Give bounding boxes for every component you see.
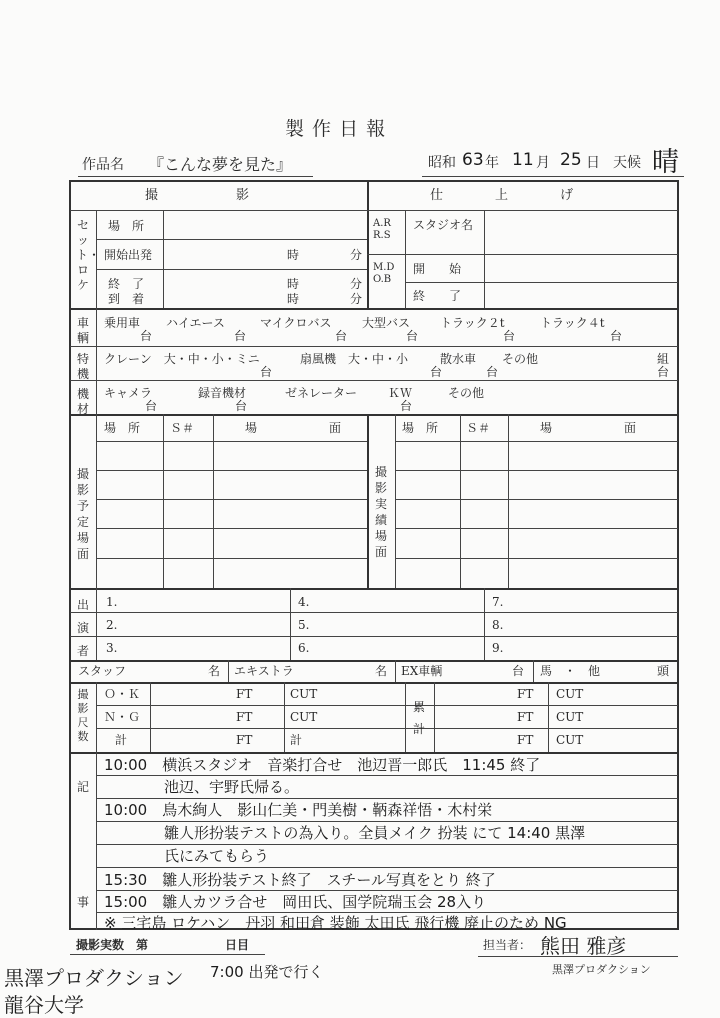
work-title: 『こんな夢を見た』 — [148, 155, 293, 174]
showa-label: 昭和 — [428, 155, 456, 171]
note-line-4: 雛人形扮装テストの為入り。全員メイク 扮装 にて 14:40 黒澤 — [104, 824, 586, 842]
departure-minute: 分 — [350, 248, 363, 262]
cast-6: 6. — [298, 641, 310, 655]
ex-car-unit: 台 — [512, 664, 525, 678]
cast-label: 出演者 — [76, 598, 89, 658]
ok-ft: FT — [236, 687, 253, 701]
end-hour: 時 — [287, 277, 300, 291]
film-label: 撮影尺数 — [77, 688, 89, 743]
note-line-6: 15:30 雛人形扮装テスト終了 スチール写真をとり 終了 — [104, 871, 496, 889]
set-loca-label: セット・ロケ — [76, 218, 101, 292]
planned-col-place: 場 所 — [104, 421, 141, 435]
cum-total-cut: CUT — [556, 733, 584, 747]
equipment-unit-2: 台 — [235, 399, 248, 413]
vehicle-truck4: トラック４t — [540, 316, 605, 330]
cum-ok-ft: FT — [517, 687, 534, 701]
special-unit-1: 台 — [260, 365, 273, 379]
crane-label: クレーン 大・中・小・ミニ — [104, 352, 260, 366]
page-title: 製 作 日 報 — [285, 118, 387, 140]
equipment-other-label: その他 — [448, 386, 485, 400]
total-ft: FT — [236, 733, 253, 747]
year-label: 年 — [485, 155, 499, 171]
end-minute: 分 — [350, 277, 363, 291]
cast-4: 4. — [298, 595, 310, 609]
year-hand: 63 — [462, 150, 484, 170]
finish-end-label: 終 了 — [413, 289, 462, 303]
note-line-1: 10:00 横浜スタジオ 音楽打合せ 池辺晋一郎氏 11:45 終了 — [104, 756, 541, 774]
days-label: 撮影実数 第 — [76, 938, 149, 952]
extra-count-unit: 名 — [375, 664, 388, 678]
month-hand: 11 — [512, 150, 534, 170]
arrival-hour: 時 — [287, 292, 300, 306]
cum-ok-cut: CUT — [556, 687, 584, 701]
vehicle-unit-1: 台 — [140, 329, 153, 343]
cast-2: 2. — [106, 618, 118, 632]
special-unit-3: 台 — [486, 365, 499, 379]
cast-3: 3. — [106, 641, 118, 655]
note-line-5: 氏にみてもらう — [104, 847, 270, 865]
horse-label: 馬 ・ 他 — [540, 664, 601, 678]
cast-7: 7. — [492, 595, 504, 609]
work-underline — [78, 176, 313, 177]
center-divider-top — [367, 180, 369, 308]
special-set-unit: 組 — [657, 352, 670, 366]
special-unit-2: 台 — [430, 365, 443, 379]
note-line-7: 15:00 雛人カツラ合せ 岡田氏、国学院瑞玉会 28入り — [104, 893, 487, 911]
cum-ng-ft: FT — [517, 710, 534, 724]
ng-cut: CUT — [290, 710, 318, 724]
equipment-label: 機材 — [76, 387, 89, 416]
total-sub-label: 計 — [290, 733, 303, 747]
day-hand: 25 — [560, 150, 582, 170]
vehicle-bus: 大型バス — [362, 316, 411, 330]
ok-cut: CUT — [290, 687, 318, 701]
horse-unit: 頭 — [657, 664, 670, 678]
ng-ft: FT — [236, 710, 253, 724]
departure-hour: 時 — [287, 248, 300, 262]
end-label: 終 了 — [108, 277, 145, 291]
sound-label: 録音機材 — [198, 386, 247, 400]
equipment-unit-3: 台 — [400, 399, 413, 413]
vehicle-unit-6: 台 — [610, 329, 623, 343]
planned-col-scene: 場 面 — [245, 421, 342, 435]
film-ng-label: Ｎ・Ｇ — [104, 710, 141, 724]
company-label: 黒澤プロダクション — [552, 963, 651, 976]
cast-8: 8. — [492, 618, 504, 632]
notes-label-top: 記 — [77, 780, 90, 794]
departure-label: 開始出発 — [104, 248, 153, 262]
ar-rs-label: A.R R.S — [373, 218, 391, 241]
fan-label: 扇風機 大・中・小 — [300, 352, 409, 366]
vehicle-unit-4: 台 — [406, 329, 419, 343]
actual-col-place: 場 所 — [402, 421, 439, 435]
notes-label-bottom: 事 — [77, 895, 90, 909]
sprinkler-label: 散水車 — [440, 352, 477, 366]
day-label: 日 — [586, 155, 600, 171]
special-unit-4: 台 — [657, 365, 670, 379]
generator-label: ゼネレーター — [285, 386, 358, 400]
special-equipment-label: 特機 — [76, 352, 89, 381]
vehicles-label: 車輌 — [76, 316, 89, 345]
cum-ng-cut: CUT — [556, 710, 584, 724]
staff-count-unit: 名 — [208, 664, 221, 678]
ex-car-label: EX車輌 — [401, 664, 443, 678]
day-unit: 日目 — [225, 938, 250, 952]
arrival-label: 到 着 — [108, 292, 145, 306]
work-label: 作品名 — [82, 157, 124, 173]
date-underline — [422, 176, 684, 177]
cum-total-ft: FT — [517, 733, 534, 747]
watermark-line-1: 黒澤プロダクション — [4, 966, 184, 990]
shooting-heading: 撮 影 — [145, 188, 250, 203]
person-label: 担当者： — [483, 938, 532, 952]
vehicle-unit-3: 台 — [335, 329, 348, 343]
vehicle-hiace: ハイエース — [166, 316, 225, 330]
vehicle-microbus: マイクロバス — [260, 316, 332, 330]
equipment-unit-1: 台 — [145, 399, 158, 413]
vehicle-truck2: トラック２t — [440, 316, 505, 330]
note-line-2: 池辺、宇野氏帰る。 — [104, 778, 300, 796]
extra-label: エキストラ — [234, 664, 294, 678]
actual-col-scene: 場 面 — [540, 421, 637, 435]
film-total-label: 計 — [115, 733, 128, 747]
vehicle-unit-2: 台 — [234, 329, 247, 343]
actual-scenes-label: 撮影実績場面 — [374, 465, 387, 559]
cast-1: 1. — [106, 595, 118, 609]
finishing-heading: 仕 上 げ — [430, 188, 574, 203]
planned-scenes-label: 撮影予定場面 — [76, 467, 89, 561]
cast-9: 9. — [492, 641, 504, 655]
film-ok-label: Ｏ・Ｋ — [104, 687, 141, 701]
special-other-label: その他 — [502, 352, 539, 366]
watermark-line-2: 龍谷大学 — [4, 993, 84, 1017]
md-ob-label: M.D O.B — [373, 262, 395, 285]
vehicle-unit-5: 台 — [503, 329, 516, 343]
vehicle-car: 乗用車 — [104, 316, 141, 330]
bottom-hand-note: 7:00 出発で行く — [210, 963, 324, 981]
staff-label: スタッフ — [78, 664, 127, 678]
person-hand: 熊田 雅彦 — [540, 934, 627, 958]
note-line-3: 10:00 鳥木絢人 影山仁美・門美樹・鞆森祥悟・木村栄 — [104, 801, 493, 819]
arrival-minute: 分 — [350, 292, 363, 306]
kw-label: ＫＷ — [388, 386, 413, 400]
weather-hand: 晴 — [652, 147, 679, 178]
camera-label: キャメラ — [104, 386, 153, 400]
actual-col-s: Ｓ＃ — [466, 421, 491, 435]
studio-label: スタジオ名 — [413, 218, 474, 232]
place-label: 場 所 — [108, 219, 145, 233]
weather-label: 天候 — [613, 155, 641, 171]
cast-5: 5. — [298, 618, 310, 632]
note-line-8: ※ 三宅島 ロケハン 丹羽 和田倉 装飾 太田氏 飛行機 廃止のため NG — [104, 914, 567, 932]
cumulative-label: 累計 — [412, 700, 425, 736]
planned-col-s: Ｓ＃ — [170, 421, 195, 435]
finish-start-label: 開 始 — [413, 262, 462, 276]
month-label: 月 — [536, 155, 550, 171]
